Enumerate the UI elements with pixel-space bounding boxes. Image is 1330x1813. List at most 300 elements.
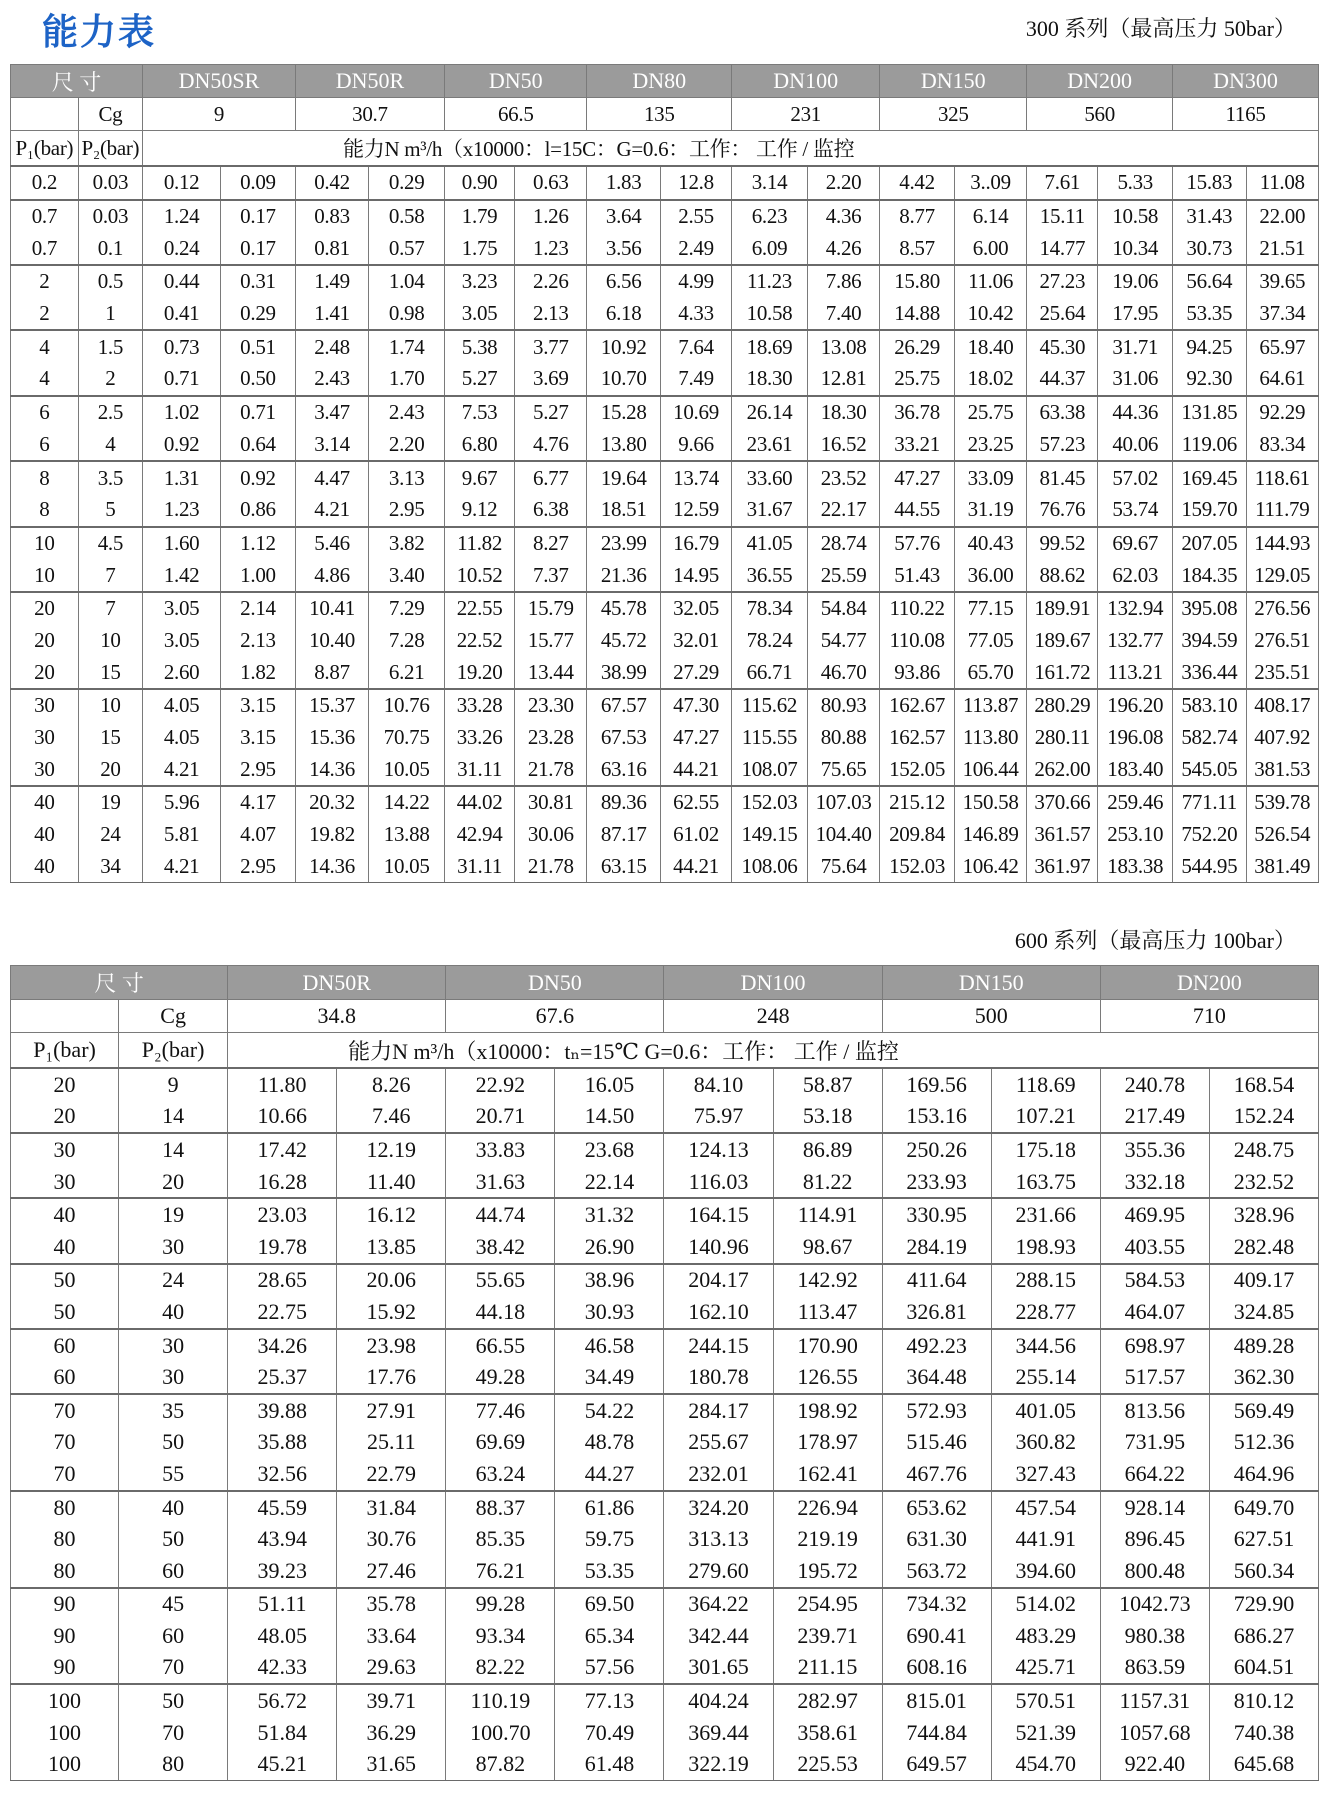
capacity-cell: 18.40 <box>954 330 1026 363</box>
capacity-cell: 232.01 <box>664 1458 773 1491</box>
capacity-cell: 51.11 <box>228 1588 337 1621</box>
table-row <box>11 330 1319 363</box>
capacity-cell: 113.87 <box>954 689 1026 722</box>
capacity-cell: 19.82 <box>295 819 368 851</box>
capacity-cell: 752.20 <box>1173 819 1246 851</box>
table-row <box>11 396 1319 429</box>
table-row <box>11 592 1319 625</box>
capacity-cell: 48.05 <box>228 1620 337 1652</box>
capacity-cell: 46.70 <box>807 656 879 689</box>
capacity-cell: 800.48 <box>1100 1555 1209 1588</box>
capacity-cell: 7.40 <box>807 298 879 331</box>
capacity-cell: 45.30 <box>1027 330 1098 363</box>
capacity-cell: 159.70 <box>1173 494 1246 527</box>
capacity-cell: 1042.73 <box>1100 1588 1209 1621</box>
cg-value: 67.6 <box>446 1000 664 1033</box>
capacity-cell: 226.94 <box>773 1491 882 1524</box>
table-row <box>11 1652 1319 1685</box>
capacity-cell: 409.17 <box>1209 1264 1318 1297</box>
p2-cell: 30 <box>119 1329 228 1362</box>
capacity-cell: 1.02 <box>143 396 221 429</box>
p2-cell: 2 <box>78 363 142 396</box>
capacity-cell: 649.57 <box>882 1748 991 1780</box>
capacity-cell: 69.69 <box>446 1427 555 1459</box>
capacity-cell: 364.48 <box>882 1361 991 1394</box>
p2-cell: 45 <box>119 1588 228 1621</box>
capacity-cell: 259.46 <box>1098 786 1173 819</box>
capacity-cell: 44.21 <box>660 850 731 882</box>
capacity-cell: 582.74 <box>1173 722 1246 754</box>
p1-cell: 2 <box>11 265 79 298</box>
capacity-cell: 922.40 <box>1100 1748 1209 1780</box>
table-row <box>11 1101 1319 1134</box>
p2-cell: 60 <box>119 1620 228 1652</box>
p2-cell: 80 <box>119 1748 228 1780</box>
capacity-cell: 58.87 <box>773 1068 882 1101</box>
p2-cell: 1 <box>78 298 142 331</box>
capacity-cell: 70.49 <box>555 1717 664 1749</box>
p1-cell: 70 <box>11 1427 119 1459</box>
capacity-cell: 88.37 <box>446 1491 555 1524</box>
p1-cell: 60 <box>11 1361 119 1394</box>
p2-cell: 30 <box>119 1361 228 1394</box>
size-header: DN200 <box>1100 966 1318 1000</box>
capacity-cell: 3.77 <box>515 330 587 363</box>
capacity-cell: 16.52 <box>807 429 879 462</box>
capacity-cell: 1.49 <box>295 265 368 298</box>
size-header: DN50 <box>445 65 587 98</box>
capacity-cell: 18.30 <box>732 363 808 396</box>
capacity-cell: 4.21 <box>295 494 368 527</box>
p1-cell: 10 <box>11 527 79 560</box>
capacity-cell: 170.90 <box>773 1329 882 1362</box>
capacity-cell: 1.83 <box>587 166 660 200</box>
capacity-cell: 33.83 <box>446 1133 555 1166</box>
capacity-cell: 1.00 <box>221 559 296 592</box>
cg-value: 500 <box>882 1000 1100 1033</box>
capacity-cell: 3.64 <box>587 200 660 233</box>
capacity-cell: 0.12 <box>143 166 221 200</box>
capacity-cell: 22.79 <box>337 1458 446 1491</box>
size-header: DN50R <box>228 966 446 1000</box>
capacity-cell: 228.77 <box>991 1296 1100 1329</box>
capacity-cell: 25.75 <box>954 396 1026 429</box>
capacity-cell: 26.90 <box>555 1231 664 1264</box>
capacity-cell: 150.58 <box>954 786 1026 819</box>
capacity-cell: 326.81 <box>882 1296 991 1329</box>
capacity-cell: 3.82 <box>369 527 445 560</box>
capacity-cell: 15.83 <box>1173 166 1246 200</box>
capacity-cell: 43.94 <box>228 1523 337 1555</box>
capacity-cell: 111.79 <box>1246 494 1318 527</box>
table-row <box>11 1296 1319 1329</box>
capacity-cell: 39.71 <box>337 1684 446 1717</box>
capacity-cell: 394.59 <box>1173 625 1246 657</box>
capacity-cell: 14.22 <box>369 786 445 819</box>
capacity-cell: 6.14 <box>954 200 1026 233</box>
table-row <box>11 819 1319 851</box>
pressure-group <box>11 461 1319 526</box>
capacity-cell: 425.71 <box>991 1652 1100 1685</box>
cg-value: 9 <box>143 98 296 131</box>
capacity-cell: 336.44 <box>1173 656 1246 689</box>
pressure-group <box>11 1198 1319 1263</box>
capacity-cell: 75.64 <box>807 850 879 882</box>
capacity-cell: 15.79 <box>515 592 587 625</box>
capacity-cell: 17.95 <box>1098 298 1173 331</box>
capacity-cell: 118.69 <box>991 1068 1100 1101</box>
cg-value: 34.8 <box>228 1000 446 1033</box>
capacity-cell: 369.44 <box>664 1717 773 1749</box>
capacity-cell: 129.05 <box>1246 559 1318 592</box>
table-row <box>11 786 1319 819</box>
capacity-cell: 2.20 <box>807 166 879 200</box>
capacity-cell: 23.30 <box>515 689 587 722</box>
capacity-cell: 114.91 <box>773 1198 882 1231</box>
capacity-cell: 217.49 <box>1100 1101 1209 1134</box>
capacity-cell: 100.70 <box>446 1717 555 1749</box>
capacity-cell: 92.29 <box>1246 396 1318 429</box>
capacity-cell: 59.75 <box>555 1523 664 1555</box>
p1-cell: 8 <box>11 494 79 527</box>
p1-cell: 10 <box>11 559 79 592</box>
p2-cell: 14 <box>119 1133 228 1166</box>
capacity-cell: 142.92 <box>773 1264 882 1297</box>
capacity-cell: 512.36 <box>1209 1427 1318 1459</box>
capacity-cell: 810.12 <box>1209 1684 1318 1717</box>
cg-label: Cg <box>78 98 142 131</box>
capacity-cell: 8.26 <box>337 1068 446 1101</box>
capacity-cell: 108.06 <box>732 850 808 882</box>
capacity-cell: 10.66 <box>228 1101 337 1134</box>
capacity-cell: 10.58 <box>1098 200 1173 233</box>
table-row <box>11 559 1319 592</box>
size-header: DN200 <box>1027 65 1173 98</box>
capacity-cell: 4.99 <box>660 265 731 298</box>
p2-cell: 1.5 <box>78 330 142 363</box>
capacity-cell: 132.94 <box>1098 592 1173 625</box>
capacity-cell: 11.08 <box>1246 166 1318 200</box>
capacity-cell: 36.78 <box>880 396 955 429</box>
capacity-cell: 146.89 <box>954 819 1026 851</box>
capacity-cell: 23.03 <box>228 1198 337 1231</box>
p1-cell: 4 <box>11 330 79 363</box>
capacity-table-600 <box>10 965 1319 1781</box>
capacity-cell: 10.92 <box>587 330 660 363</box>
capacity-cell: 196.08 <box>1098 722 1173 754</box>
p2-cell: 15 <box>78 656 142 689</box>
capacity-cell: 23.61 <box>732 429 808 462</box>
capacity-cell: 10.76 <box>369 689 445 722</box>
capacity-cell: 255.14 <box>991 1361 1100 1394</box>
table-row <box>11 753 1319 786</box>
capacity-cell: 364.22 <box>664 1588 773 1621</box>
capacity-cell: 7.46 <box>337 1101 446 1134</box>
page-title: 能力表 <box>42 12 157 53</box>
capacity-cell: 645.68 <box>1209 1748 1318 1780</box>
p1-cell: 40 <box>11 1198 119 1231</box>
capacity-cell: 280.11 <box>1027 722 1098 754</box>
table-row <box>11 1717 1319 1749</box>
capacity-cell: 77.13 <box>555 1684 664 1717</box>
capacity-cell: 0.50 <box>221 363 296 396</box>
capacity-cell: 0.24 <box>143 232 221 265</box>
capacity-cell: 57.23 <box>1027 429 1098 462</box>
capacity-cell: 6.21 <box>369 656 445 689</box>
capacity-cell: 152.24 <box>1209 1101 1318 1134</box>
capacity-cell: 33.28 <box>445 689 515 722</box>
capacity-cell: 36.00 <box>954 559 1026 592</box>
capacity-cell: 8.27 <box>515 527 587 560</box>
capacity-cell: 31.19 <box>954 494 1026 527</box>
p2-cell: 50 <box>119 1427 228 1459</box>
capacity-cell: 106.44 <box>954 753 1026 786</box>
capacity-cell: 14.95 <box>660 559 731 592</box>
capacity-cell: 63.38 <box>1027 396 1098 429</box>
pressure-group <box>11 200 1319 265</box>
capacity-cell: 21.36 <box>587 559 660 592</box>
capacity-cell: 22.17 <box>807 494 879 527</box>
capacity-cell: 80.93 <box>807 689 879 722</box>
capacity-cell: 0.64 <box>221 429 296 462</box>
capacity-cell: 44.02 <box>445 786 515 819</box>
capacity-cell: 6.23 <box>732 200 808 233</box>
capacity-cell: 301.65 <box>664 1652 773 1685</box>
p1-cell: 4 <box>11 363 79 396</box>
capacity-cell: 27.91 <box>337 1394 446 1427</box>
capacity-cell: 4.05 <box>143 689 221 722</box>
capacity-cell: 515.46 <box>882 1427 991 1459</box>
capacity-cell: 744.84 <box>882 1717 991 1749</box>
capacity-label: 能力N m³/h（x10000：l=15C：G=0.6：工作： 工作 / 监控 <box>143 131 1319 167</box>
capacity-cell: 18.69 <box>732 330 808 363</box>
p1-cell: 90 <box>11 1652 119 1685</box>
capacity-cell: 35.88 <box>228 1427 337 1459</box>
capacity-cell: 394.60 <box>991 1555 1100 1588</box>
capacity-cell: 7.64 <box>660 330 731 363</box>
capacity-label: 能力N m³/h（x10000：tₙ=15℃ G=0.6：工作： 工作 / 监控 <box>228 1033 1319 1069</box>
capacity-cell: 56.72 <box>228 1684 337 1717</box>
capacity-cell: 282.48 <box>1209 1231 1318 1264</box>
table-row <box>11 363 1319 396</box>
capacity-cell: 3.13 <box>369 461 445 494</box>
capacity-cell: 539.78 <box>1246 786 1318 819</box>
capacity-cell: 1.60 <box>143 527 221 560</box>
capacity-cell: 2.13 <box>221 625 296 657</box>
capacity-cell: 207.05 <box>1173 527 1246 560</box>
capacity-cell: 198.92 <box>773 1394 882 1427</box>
capacity-cell: 211.15 <box>773 1652 882 1685</box>
capacity-cell: 110.22 <box>880 592 955 625</box>
capacity-cell: 0.73 <box>143 330 221 363</box>
capacity-cell: 23.68 <box>555 1133 664 1166</box>
capacity-cell: 31.65 <box>337 1748 446 1780</box>
capacity-cell: 31.71 <box>1098 330 1173 363</box>
size-header: DN150 <box>880 65 1027 98</box>
pressure-group <box>11 1684 1319 1780</box>
capacity-cell: 35.78 <box>337 1588 446 1621</box>
capacity-cell: 239.71 <box>773 1620 882 1652</box>
size-header: DN100 <box>732 65 880 98</box>
capacity-cell: 53.35 <box>555 1555 664 1588</box>
capacity-cell: 63.24 <box>446 1458 555 1491</box>
p1-cell: 40 <box>11 819 79 851</box>
capacity-cell: 403.55 <box>1100 1231 1209 1264</box>
size-header: DN50 <box>446 966 664 1000</box>
capacity-cell: 3.14 <box>295 429 368 462</box>
capacity-cell: 195.72 <box>773 1555 882 1588</box>
capacity-cell: 18.02 <box>954 363 1026 396</box>
capacity-cell: 0.98 <box>369 298 445 331</box>
capacity-cell: 4.07 <box>221 819 296 851</box>
capacity-cell: 20.71 <box>446 1101 555 1134</box>
p2-cell: 50 <box>119 1523 228 1555</box>
capacity-cell: 584.53 <box>1100 1264 1209 1297</box>
table-row <box>11 166 1319 200</box>
capacity-cell: 106.42 <box>954 850 1026 882</box>
capacity-cell: 93.34 <box>446 1620 555 1652</box>
table-row <box>11 625 1319 657</box>
capacity-cell: 162.10 <box>664 1296 773 1329</box>
cg-value: 30.7 <box>295 98 444 131</box>
capacity-cell: 57.56 <box>555 1652 664 1685</box>
capacity-cell: 16.79 <box>660 527 731 560</box>
size-header: DN100 <box>664 966 882 1000</box>
capacity-cell: 30.93 <box>555 1296 664 1329</box>
capacity-cell: 6.18 <box>587 298 660 331</box>
capacity-cell: 10.70 <box>587 363 660 396</box>
capacity-cell: 583.10 <box>1173 689 1246 722</box>
p1-cell: 70 <box>11 1394 119 1427</box>
capacity-cell: 18.51 <box>587 494 660 527</box>
capacity-cell: 44.21 <box>660 753 731 786</box>
capacity-cell: 627.51 <box>1209 1523 1318 1555</box>
capacity-cell: 328.96 <box>1209 1198 1318 1231</box>
capacity-cell: 6.80 <box>445 429 515 462</box>
capacity-cell: 489.28 <box>1209 1329 1318 1362</box>
capacity-cell: 19.64 <box>587 461 660 494</box>
capacity-cell: 0.41 <box>143 298 221 331</box>
size-header-row <box>11 65 1319 98</box>
p2-cell: 15 <box>78 722 142 754</box>
pressure-group <box>11 689 1319 786</box>
capacity-cell: 104.40 <box>807 819 879 851</box>
capacity-cell: 9.12 <box>445 494 515 527</box>
p2-cell: 24 <box>119 1264 228 1297</box>
capacity-cell: 152.05 <box>880 753 955 786</box>
capacity-cell: 89.36 <box>587 786 660 819</box>
capacity-cell: 454.70 <box>991 1748 1100 1780</box>
capacity-cell: 21.78 <box>515 850 587 882</box>
capacity-cell: 2.26 <box>515 265 587 298</box>
capacity-cell: 457.54 <box>991 1491 1100 1524</box>
capacity-cell: 56.64 <box>1173 265 1246 298</box>
capacity-cell: 1157.31 <box>1100 1684 1209 1717</box>
p2-cell: 30 <box>119 1231 228 1264</box>
table-row <box>11 850 1319 882</box>
size-header: DN300 <box>1173 65 1319 98</box>
cg-value: 135 <box>587 98 732 131</box>
capacity-cell: 33.64 <box>337 1620 446 1652</box>
capacity-cell: 64.61 <box>1246 363 1318 396</box>
capacity-cell: 118.61 <box>1246 461 1318 494</box>
capacity-cell: 4.26 <box>807 232 879 265</box>
capacity-cell: 23.98 <box>337 1329 446 1362</box>
capacity-cell: 235.51 <box>1246 656 1318 689</box>
capacity-cell: 2.95 <box>221 753 296 786</box>
capacity-cell: 69.50 <box>555 1588 664 1621</box>
capacity-cell: 215.12 <box>880 786 955 819</box>
capacity-cell: 9.67 <box>445 461 515 494</box>
capacity-cell: 75.97 <box>664 1101 773 1134</box>
capacity-cell: 17.76 <box>337 1361 446 1394</box>
capacity-cell: 15.36 <box>295 722 368 754</box>
p1-cell: 50 <box>11 1296 119 1329</box>
table-row <box>11 722 1319 754</box>
capacity-cell: 731.95 <box>1100 1427 1209 1459</box>
capacity-cell: 327.43 <box>991 1458 1100 1491</box>
capacity-cell: 132.77 <box>1098 625 1173 657</box>
capacity-cell: 30.81 <box>515 786 587 819</box>
capacity-cell: 7.49 <box>660 363 731 396</box>
pressure-group <box>11 527 1319 592</box>
capacity-cell: 11.80 <box>228 1068 337 1101</box>
capacity-cell: 85.35 <box>446 1523 555 1555</box>
capacity-cell: 608.16 <box>882 1652 991 1685</box>
capacity-cell: 152.03 <box>880 850 955 882</box>
capacity-cell: 2.43 <box>295 363 368 396</box>
p1-cell: 20 <box>11 625 79 657</box>
cg-value: 560 <box>1027 98 1173 131</box>
capacity-title-row <box>11 131 1319 167</box>
capacity-cell: 32.01 <box>660 625 731 657</box>
capacity-cell: 362.30 <box>1209 1361 1318 1394</box>
capacity-cell: 250.26 <box>882 1133 991 1166</box>
capacity-cell: 10.34 <box>1098 232 1173 265</box>
capacity-cell: 544.95 <box>1173 850 1246 882</box>
p1-cell: 20 <box>11 1068 119 1101</box>
p1-label: P₁(bar) <box>11 1033 119 1069</box>
capacity-cell: 7.53 <box>445 396 515 429</box>
size-label: 尺 寸 <box>11 966 228 1000</box>
capacity-cell: 15.11 <box>1027 200 1098 233</box>
capacity-cell: 69.67 <box>1098 527 1173 560</box>
capacity-cell: 189.67 <box>1027 625 1098 657</box>
capacity-cell: 37.34 <box>1246 298 1318 331</box>
p2-cell: 20 <box>78 753 142 786</box>
capacity-cell: 12.81 <box>807 363 879 396</box>
capacity-cell: 66.55 <box>446 1329 555 1362</box>
capacity-cell: 19.20 <box>445 656 515 689</box>
capacity-cell: 0.57 <box>369 232 445 265</box>
p2-cell: 40 <box>119 1491 228 1524</box>
capacity-cell: 0.17 <box>221 232 296 265</box>
capacity-cell: 248.75 <box>1209 1133 1318 1166</box>
capacity-cell: 5.96 <box>143 786 221 819</box>
capacity-cell: 5.33 <box>1098 166 1173 200</box>
pressure-group <box>11 1588 1319 1685</box>
capacity-cell: 330.95 <box>882 1198 991 1231</box>
capacity-cell: 740.38 <box>1209 1717 1318 1749</box>
capacity-cell: 2.48 <box>295 330 368 363</box>
capacity-cell: 75.65 <box>807 753 879 786</box>
capacity-cell: 569.49 <box>1209 1394 1318 1427</box>
capacity-cell: 408.17 <box>1246 689 1318 722</box>
p2-cell: 20 <box>119 1166 228 1199</box>
capacity-cell: 65.70 <box>954 656 1026 689</box>
capacity-cell: 20.32 <box>295 786 368 819</box>
cg-row <box>11 98 1319 131</box>
